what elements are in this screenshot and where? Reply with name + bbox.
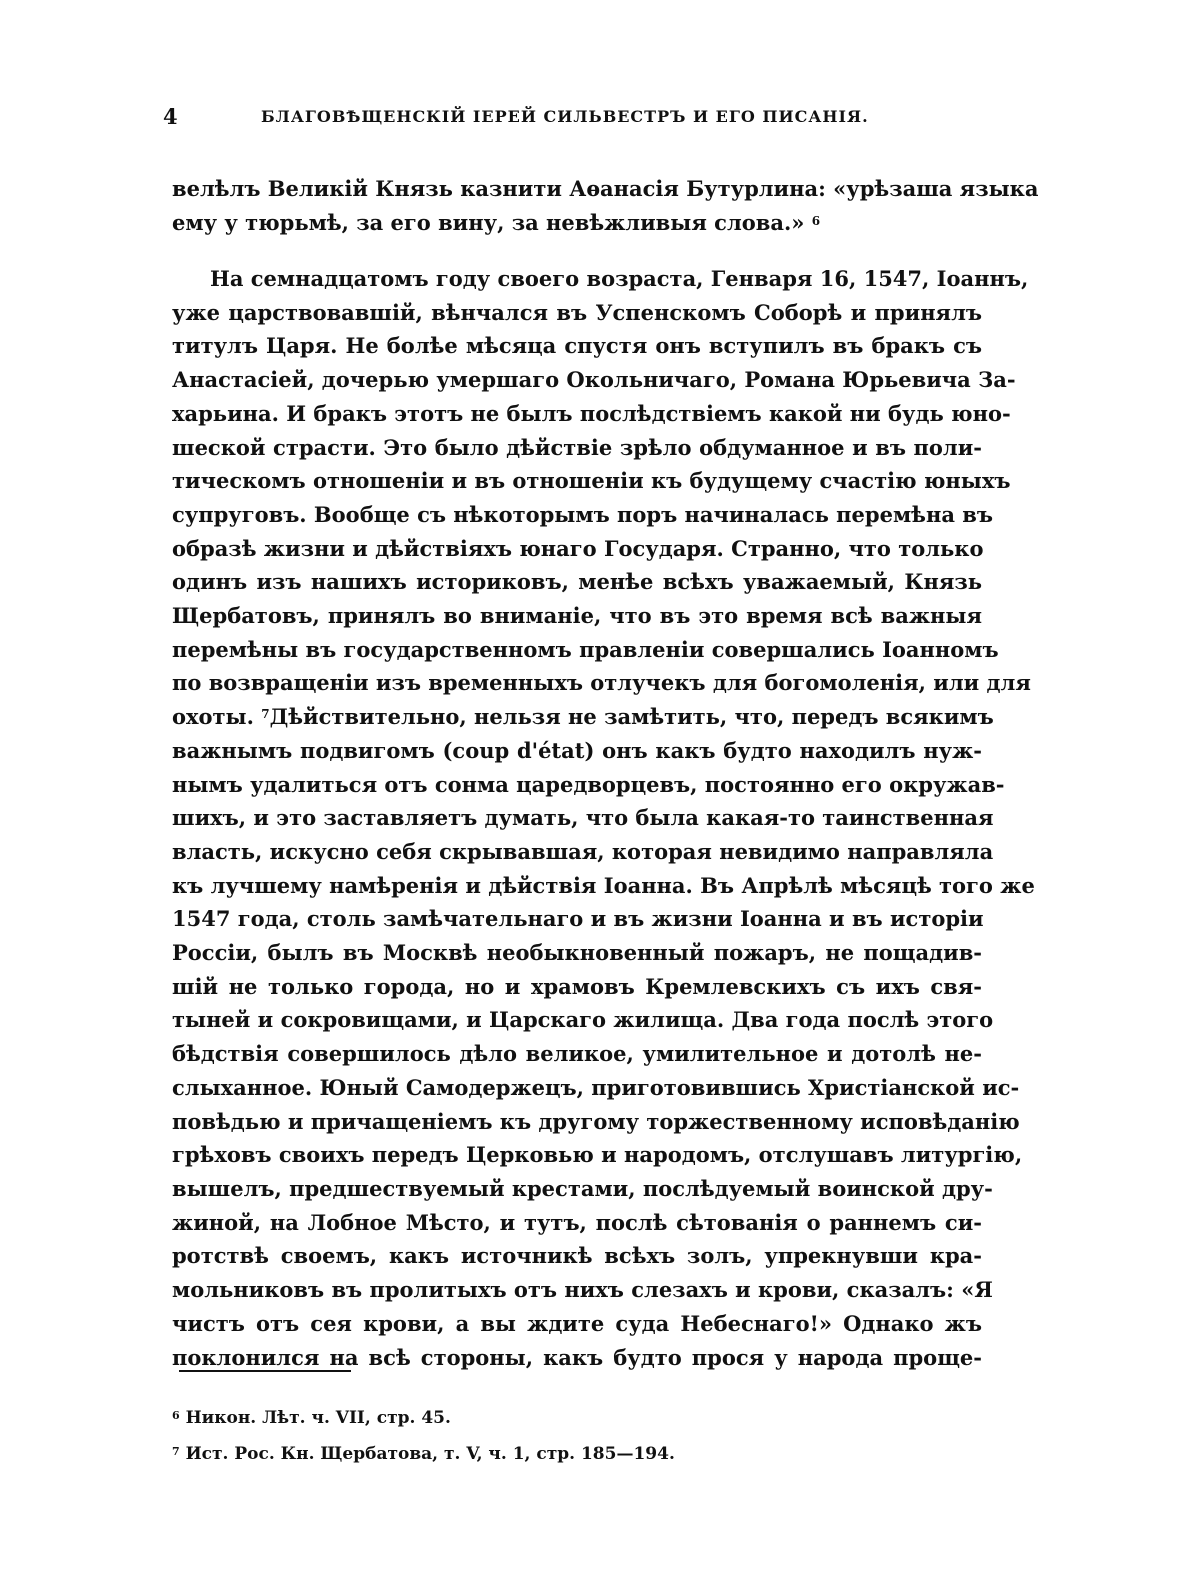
text-line: шеской страсти. Это было дѣйствіе зрѣло обдуманное и въ поли-	[172, 434, 982, 460]
footnotes	[172, 1400, 872, 1472]
footnote-7	[172, 1436, 872, 1472]
footnote-6	[172, 1400, 872, 1436]
text-line: важнымъ подвигомъ (coup d'état) онъ какъ будто находилъ нуж-	[172, 737, 982, 763]
page-number: 4	[163, 104, 178, 129]
text-line: ротствѣ своемъ, какъ источникѣ всѣхъ золъ, упрекнувши кра-	[172, 1243, 982, 1269]
running-title: БЛАГОВѢЩЕНСКІЙ ІЕРЕЙ СИЛЬВЕСТРЪ И ЕГО ПИСАНІЯ.	[261, 107, 869, 126]
main-text	[172, 172, 1039, 1374]
text-line: бѣдствія совершилось дѣло великое, умилительное и дотолѣ не-	[172, 1041, 982, 1067]
text-line-content: Дѣйствительно, нельзя не замѣтить, что, передъ всякимъ	[269, 704, 994, 730]
text-line: жиной, на Лобное Мѣсто, и тутъ, послѣ сѣтованія о раннемъ си-	[172, 1209, 982, 1235]
text-line: одинъ изъ нашихъ историковъ, менѣе всѣхъ уважаемый, Князь	[172, 569, 982, 595]
text-line: Анастасіей, дочерью умершаго Окольничаго, Романа Юрьевича За-	[172, 367, 1016, 393]
text-line: тическомъ отношеніи и въ отношеніи къ будущему счастію юныхъ	[172, 468, 1011, 494]
text-line: Щербатовъ, принялъ во вниманіе, что въ это время всѣ важныя	[172, 603, 982, 629]
text-line: власть, искусно себя скрывавшая, которая невидимо направляла	[172, 838, 994, 864]
text-line: Россіи, былъ въ Москвѣ необыкновенный пожаръ, не пощадив-	[172, 940, 982, 966]
footnote-text: Никон. Лѣт. ч. VII, стр. 45.	[185, 1408, 451, 1428]
page-header	[163, 104, 983, 134]
text-line: вышелъ, предшествуемый крестами, послѣдуемый воинской дру-	[172, 1175, 993, 1201]
text-line: уже царствовавшій, вѣнчался въ Успенскомъ Соборѣ и принялъ	[172, 299, 982, 325]
text-line: чистъ отъ сея крови, а вы ждите суда Небеснаго!» Однако жъ	[172, 1310, 982, 1336]
text-line: поклонился на всѣ стороны, какъ будто прося у народа проще-	[172, 1344, 982, 1370]
footnote-divider	[179, 1370, 351, 1372]
text-line	[172, 700, 994, 734]
text-line: На семнадцатомъ году своего возраста, Генваря 16, 1547, Іоаннъ,	[210, 266, 1029, 291]
text-line-content: ему у тюрьмѣ, за его вину, за невѣжливыя слова.»	[172, 210, 805, 235]
footnote-ref-7: 7	[261, 707, 270, 722]
text-line: мольниковъ въ пролитыхъ отъ нихъ слезахъ и крови, сказалъ: «Я	[172, 1277, 993, 1303]
text-line: перемѣны въ государственномъ правленіи совершались Іоанномъ	[172, 636, 999, 662]
text-line: повѣдью и причащеніемъ къ другому торжественному исповѣданію	[172, 1108, 1020, 1134]
text-line: титулъ Царя. Не болѣе мѣсяца спустя онъ вступилъ въ бракъ съ	[172, 333, 982, 359]
text-line: образѣ жизни и дѣйствіяхъ юнаго Государя. Странно, что только	[172, 535, 984, 561]
text-line: тыней и сокровищами, и Царскаго жилища. Два года послѣ этого	[172, 1007, 994, 1033]
text-line: слыханное. Юный Самодержецъ, приготовившись Христіанской ис-	[172, 1074, 1020, 1100]
text-line: харьина. И бракъ этотъ не былъ послѣдствіемъ какой ни будь юно-	[172, 400, 1011, 426]
footnote-ref-6: 6	[811, 214, 821, 228]
footnote-mark: 6	[172, 1409, 180, 1422]
text-line	[172, 206, 982, 240]
text-line: грѣховъ своихъ передъ Церковью и народомъ, отслушавъ литургію,	[172, 1142, 1023, 1168]
text-line: нымъ удалиться отъ сонма царедворцевъ, постоянно его окружав-	[172, 771, 1005, 797]
text-line-content: охоты.	[172, 704, 254, 730]
footnote-mark: 7	[172, 1445, 180, 1458]
footnote-text: Ист. Рос. Кн. Щербатова, т. V, ч. 1, стр. 185—194.	[185, 1444, 675, 1464]
text-line: 1547 года, столь замѣчательнаго и въ жизни Іоанна и въ исторіи	[172, 906, 984, 932]
text-line: шихъ, и это заставляетъ думать, что была какая-то таинственная	[172, 805, 994, 831]
text-line: супруговъ. Вообще съ нѣкоторымъ поръ начиналась перемѣна въ	[172, 501, 993, 527]
text-line: по возвращеніи изъ временныхъ отлучекъ для богомоленія, или для	[172, 670, 1031, 696]
text-line: къ лучшему намѣренія и дѣйствія Іоанна. Въ Апрѣлѣ мѣсяцѣ того же	[172, 872, 1035, 898]
text-line: шій не только города, но и храмовъ Кремлевскихъ съ ихъ свя-	[172, 973, 982, 999]
text-line: велѣлъ Великій Князь казнити Аѳанасія Бутурлина: «урѣзаша языка	[172, 176, 1039, 201]
